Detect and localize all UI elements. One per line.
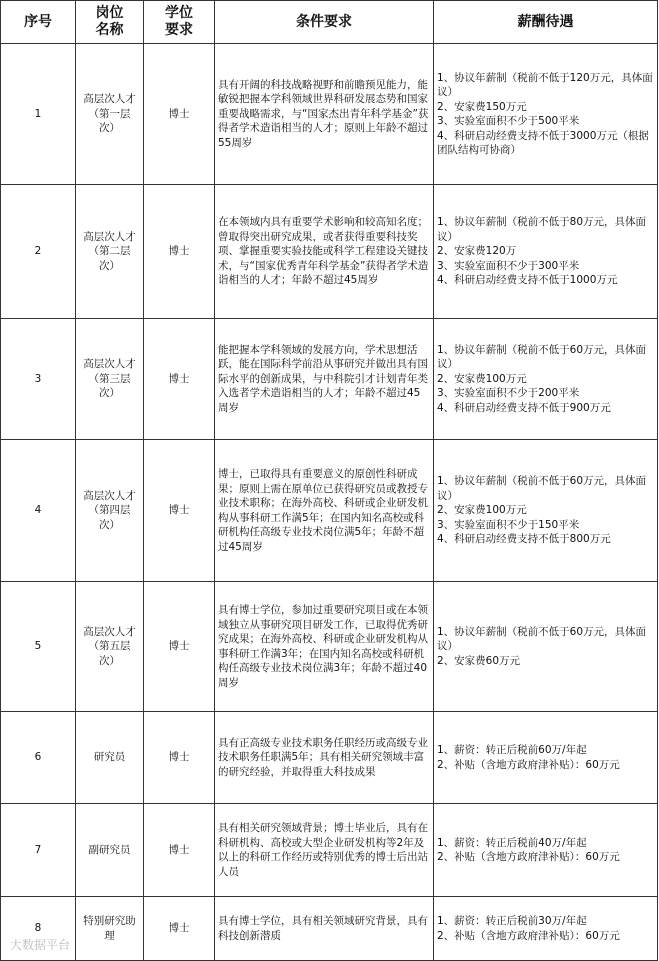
- position-line: 高层次人才: [83, 230, 136, 243]
- salary-item: 2、安家费150万元: [437, 100, 527, 113]
- salary-item: 4、科研启动经费支持不低于1000万元: [437, 274, 618, 287]
- salary-item: 2、补贴（含地方政府津补贴）：60万元: [437, 758, 620, 771]
- row-position: [76, 712, 144, 804]
- salary-item: 1、协议年薪制（税前不低于80万元，具体面议）: [437, 216, 647, 243]
- table-row: [1, 44, 658, 185]
- row-conditions: 具有相关研究领域背景；博士毕业后，具有在科研机构、高校或大型企业研发机构等2年及以上的科研工作经历或特别优秀的博士后出站人员: [215, 804, 434, 897]
- row-no: 7: [1, 804, 76, 897]
- row-no: 2: [1, 185, 76, 319]
- position-line: （第五层: [88, 640, 131, 653]
- row-salary: [434, 319, 658, 440]
- header-degree-line: 学位: [165, 5, 193, 21]
- row-conditions: 具有博士学位，参加过重要研究项目或在本领域独立从事研究项目研发工作，已取得优秀研究成果；在海外高校、科研或企业研发机构从事科研工作满3年；在国内知名高校或科研机构任高级专业技术岗位满3年；年龄不超过40周岁: [215, 582, 434, 712]
- table-row: [1, 185, 658, 319]
- table-row: [1, 582, 658, 712]
- salary-item: 3、实验室面积不少于150平米: [437, 518, 580, 531]
- table-row: [1, 319, 658, 440]
- salary-item: 1、薪资：转正后税前60万/年起: [437, 744, 587, 756]
- row-conditions: 博士，已取得具有重要意义的原创性科研成果；原则上需在原单位已获得研究员或教授专业技术职称；在海外高校、科研或企业研发机构从事科研工作满5年；在国内知名高校或科研机构任高级专业技术岗位满5年；年龄不超过45周岁: [215, 440, 434, 582]
- row-conditions: 具有开阔的科技战略视野和前瞻预见能力，能敏锐把握本学科领域世界科研发展态势和国家重要战略需求，与“国家杰出青年科学基金”获得者学术造诣相当的人才；原则上年龄不超过55周岁: [215, 44, 434, 185]
- header-position: [76, 1, 144, 44]
- salary-item: 2、补贴（含地方政府津补贴）：60万元: [437, 929, 620, 942]
- row-salary: [434, 712, 658, 804]
- header-row: [1, 1, 658, 44]
- header-position-line: 名称: [95, 22, 124, 38]
- row-position: [76, 582, 144, 712]
- position-line: 高层次人才: [83, 93, 136, 106]
- row-no: 4: [1, 440, 76, 582]
- row-position: [76, 897, 144, 961]
- salary-item: 1、协议年薪制（税前不低于60万元，具体面议）: [437, 343, 647, 371]
- row-salary: [434, 804, 658, 897]
- position-line: 副研究员: [88, 843, 131, 856]
- header-position-line: 岗位: [95, 5, 124, 21]
- salary-item: 3、实验室面积不少于200平米: [437, 387, 580, 400]
- salary-item: 1、协议年薪制（税前不低于120万元，具体面议）: [437, 71, 653, 98]
- row-degree: 博士: [144, 712, 215, 804]
- position-line: 高层次人才: [83, 489, 136, 502]
- position-line: 次）: [99, 122, 120, 135]
- table-row: [1, 897, 658, 961]
- row-no: 6: [1, 712, 76, 804]
- header-salary: 薪酬待遇: [434, 1, 658, 44]
- position-line: （第四层: [88, 504, 131, 517]
- position-line: （第三层: [88, 372, 131, 385]
- row-position: [76, 440, 144, 582]
- row-conditions: 具有正高级专业技术职务任职经历或高级专业技术职务任职满5年；具有相关研究领域丰富的研究经验，并取得重大科技成果: [215, 712, 434, 804]
- row-salary: [434, 897, 658, 961]
- position-line: （第一层: [88, 107, 131, 120]
- watermark: 大数据平台: [10, 938, 71, 952]
- position-line: 研究员: [93, 751, 126, 764]
- salary-item: 4、科研启动经费支持不低于900万元: [437, 401, 611, 414]
- position-line: （第二层: [88, 245, 131, 258]
- row-degree: 博士: [144, 582, 215, 712]
- header-degree-line: 要求: [165, 22, 193, 38]
- position-line: 高层次人才: [83, 358, 136, 371]
- row-position: [76, 319, 144, 440]
- header-conditions: 条件要求: [215, 1, 434, 44]
- row-salary: [434, 582, 658, 712]
- header-degree: [144, 1, 215, 44]
- salary-item: 4、科研启动经费支持不低于800万元: [437, 533, 611, 546]
- row-conditions: 能把握本学科领域的发展方向，学术思想活跃，能在国际科学前沿从事研究并做出具有国际水平的创新成果，与中科院引才计划青年类入选者学术造诣相当的人才；年龄不超过45周岁: [215, 319, 434, 440]
- table-row: [1, 440, 658, 582]
- row-degree: 博士: [144, 185, 215, 319]
- row-degree: 博士: [144, 44, 215, 185]
- salary-item: 2、安家费100万元: [437, 372, 527, 385]
- row-no: 5: [1, 582, 76, 712]
- position-line: 次）: [99, 259, 120, 272]
- salary-item: 2、补贴（含地方政府津补贴）：60万元: [437, 851, 620, 863]
- row-conditions: 具有博士学位，具有相关领域研究背景，具有科技创新潜质: [215, 897, 434, 961]
- salary-item: 3、实验室面积不少于500平米: [437, 115, 580, 127]
- position-line: 特别研究助: [83, 915, 136, 927]
- salary-item: 3、实验室面积不少于300平米: [437, 259, 580, 272]
- row-degree: 博士: [144, 804, 215, 897]
- row-degree: 博士: [144, 897, 215, 961]
- row-no: 8: [1, 897, 76, 961]
- position-line: 次）: [99, 387, 120, 400]
- row-no: 1: [1, 44, 76, 185]
- position-line: 理: [104, 929, 115, 942]
- table-row: [1, 712, 658, 804]
- row-salary: [434, 440, 658, 582]
- row-position: [76, 185, 144, 319]
- row-no: 3: [1, 319, 76, 440]
- row-salary: [434, 44, 658, 185]
- header-no: 序号: [1, 1, 76, 44]
- salary-item: 2、安家费100万元: [437, 504, 527, 517]
- position-line: 次）: [99, 654, 120, 667]
- table-row: [1, 804, 658, 897]
- row-salary: [434, 185, 658, 319]
- salary-item: 1、薪资：转正后税前40万/年起: [437, 836, 587, 849]
- salary-item: 1、协议年薪制（税前不低于60万元，具体面议）: [437, 625, 647, 653]
- row-conditions: 在本领域内具有重要学术影响和较高知名度；曾取得突出研究成果，或者获得重要科技奖项、掌握重要实验技能或科学工程建设关键技术，与“国家优秀青年科学基金”获得者学术造诣相当的人才；年龄不超过45周岁: [215, 185, 434, 319]
- salary-item: 1、薪资：转正后税前30万/年起: [437, 915, 587, 927]
- row-position: [76, 804, 144, 897]
- position-line: 次）: [99, 518, 120, 531]
- salary-item: 4、科研启动经费支持不低于3000万元（根据团队结构可协商）: [437, 129, 649, 156]
- salary-item: 2、安家费120万: [437, 245, 517, 258]
- row-degree: 博士: [144, 440, 215, 582]
- row-position: [76, 44, 144, 185]
- row-degree: 博士: [144, 319, 215, 440]
- salary-item: 1、协议年薪制（税前不低于60万元，具体面议）: [437, 475, 647, 502]
- salary-item: 2、安家费60万元: [437, 654, 521, 667]
- position-line: 高层次人才: [83, 625, 136, 638]
